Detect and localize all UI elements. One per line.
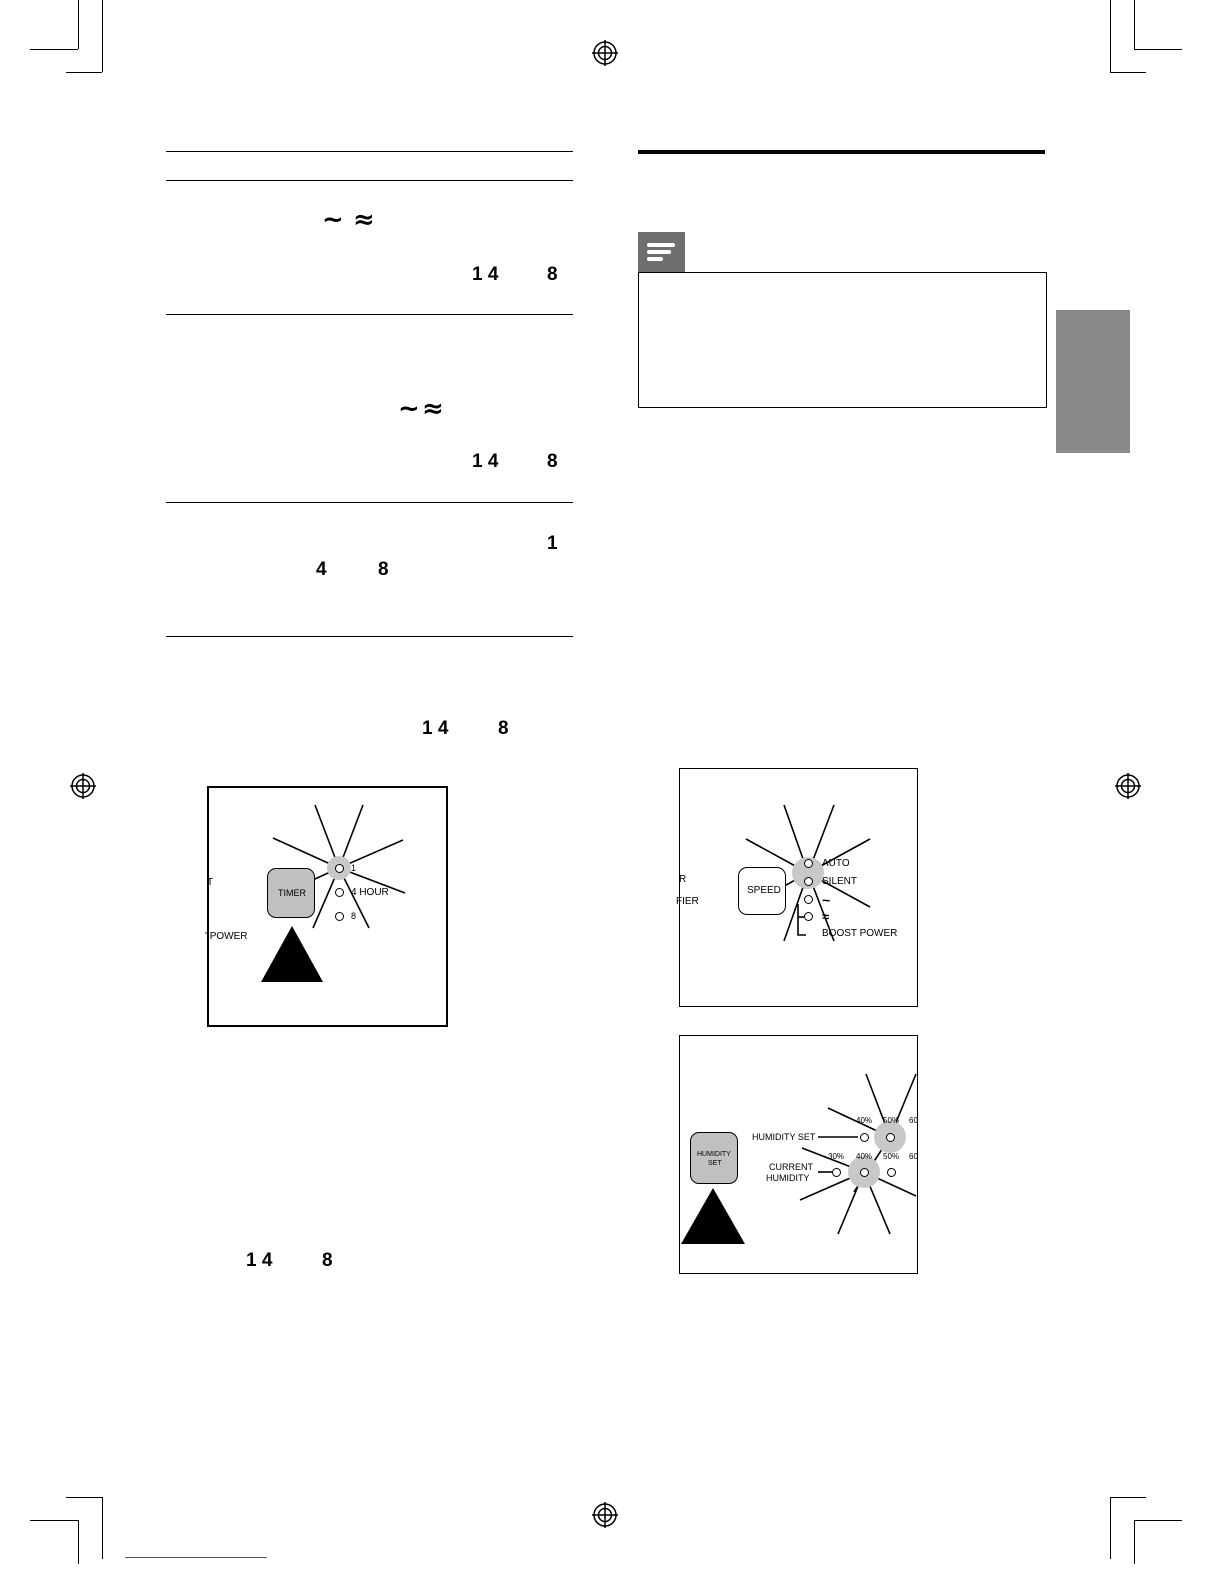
crop-mark [1110, 0, 1111, 72]
crop-mark [1134, 0, 1135, 49]
speed-boost-label: BOOST POWER [822, 928, 898, 939]
timer-led-8 [335, 912, 344, 921]
timer-button[interactable] [267, 868, 315, 918]
current-humidity-label-line1: CURRENT [769, 1162, 813, 1172]
timer-value-8: 8 [322, 1250, 333, 1271]
crop-mark [30, 1520, 78, 1521]
humidity-panel-illustration [679, 1035, 918, 1274]
wave-high-icon: ≈ [822, 909, 830, 924]
humidity-led [832, 1168, 841, 1177]
timer-led-4 [335, 888, 344, 897]
press-arrow-icon [259, 926, 325, 982]
speed-led-auto [804, 859, 813, 868]
table-rule [166, 180, 573, 181]
crop-mark [102, 0, 103, 72]
timer-value-8: 8 [547, 264, 558, 285]
crop-mark [102, 1497, 103, 1559]
current-humidity-pct-label: 60 [909, 1152, 918, 1161]
timer-value-4: 4 [316, 559, 327, 580]
timer-panel-illustration [207, 786, 448, 1027]
cropped-label: FIER [676, 896, 699, 907]
starburst-illustration [680, 769, 917, 1006]
table-rule [166, 502, 573, 503]
humidity-set-label: HUMIDITY SET [752, 1132, 816, 1142]
speed-auto-label: AUTO [822, 858, 850, 869]
humidity-set-pct-label: 40% [856, 1116, 873, 1125]
footer-link-underline [125, 1557, 267, 1558]
crop-mark [1134, 49, 1182, 50]
section-heading-rule [638, 150, 1045, 154]
wave-low-icon: ~ [398, 394, 420, 424]
press-arrow-icon [681, 1188, 745, 1244]
crop-mark [66, 1497, 102, 1498]
wave-high-icon: ≈ [422, 394, 444, 424]
cropped-label: T [207, 877, 214, 888]
crop-mark [1134, 1520, 1182, 1521]
humidity-set-button[interactable] [690, 1132, 738, 1184]
current-humidity-pct-label: 30% [828, 1152, 845, 1161]
current-humidity-pct-label: 50% [883, 1152, 900, 1161]
speed-led-low [804, 895, 813, 904]
crop-mark [66, 72, 102, 73]
timer-value-8: 8 [498, 718, 509, 739]
crop-mark [78, 1520, 79, 1564]
speed-panel-illustration [676, 768, 918, 1007]
humidity-set-pct-label: 50% [883, 1116, 900, 1125]
wave-low-icon: ~ [322, 205, 344, 235]
timer-value-1-4: 1 4 [422, 718, 449, 739]
humidity-button-label-line1: HUMIDITY [697, 1151, 731, 1158]
registration-mark-icon [1115, 773, 1141, 799]
timer-value-8: 8 [547, 451, 558, 472]
crop-mark [1110, 72, 1146, 73]
note-icon [638, 232, 685, 272]
crop-mark [1110, 1497, 1111, 1559]
timer-value-1-4: 1 4 [472, 264, 499, 285]
timer-led-8-label: 8 [351, 911, 357, 921]
humidity-led [887, 1168, 896, 1177]
humidity-button-label-line2: SET [708, 1160, 722, 1167]
crop-mark [78, 0, 79, 49]
humidity-led [860, 1168, 869, 1177]
speed-led-high [804, 912, 813, 921]
current-humidity-label-line2: HUMIDITY [766, 1173, 810, 1183]
starburst-illustration [209, 788, 446, 1025]
note-box [638, 272, 1047, 408]
timer-value-1-4: 1 4 [472, 451, 499, 472]
wave-high-icon: ≈ [353, 205, 375, 235]
humidity-set-pct-label: 60 [909, 1116, 918, 1125]
registration-mark-icon [592, 40, 618, 66]
speed-led-silent [804, 877, 813, 886]
registration-mark-icon [592, 1502, 618, 1528]
timer-button-label: TIMER [278, 888, 306, 898]
humidity-led [860, 1133, 869, 1142]
registration-mark-icon [70, 773, 96, 799]
speed-silent-label: SILENT [822, 876, 858, 887]
crop-mark [30, 49, 78, 50]
current-humidity-pct-label: 40% [856, 1152, 873, 1161]
timer-led-1 [335, 864, 344, 873]
wave-low-icon: ~ [822, 892, 831, 908]
humidity-led [886, 1133, 895, 1142]
cropped-label: ' POWER [205, 931, 248, 942]
table-rule [166, 151, 573, 152]
timer-led-1-label: 1 [351, 863, 357, 873]
chapter-tab [1056, 310, 1130, 453]
timer-value-1: 1 [547, 533, 558, 554]
speed-button-label: SPEED [747, 885, 781, 896]
timer-led-4-label: 4 HOUR [351, 887, 389, 898]
crop-mark [1110, 1497, 1146, 1498]
timer-value-1-4: 1 4 [246, 1250, 273, 1271]
cropped-label: R [679, 874, 687, 885]
timer-value-8: 8 [378, 559, 389, 580]
speed-button[interactable] [738, 867, 786, 915]
table-rule [166, 636, 573, 637]
table-rule [166, 314, 573, 315]
crop-mark [1134, 1520, 1135, 1564]
